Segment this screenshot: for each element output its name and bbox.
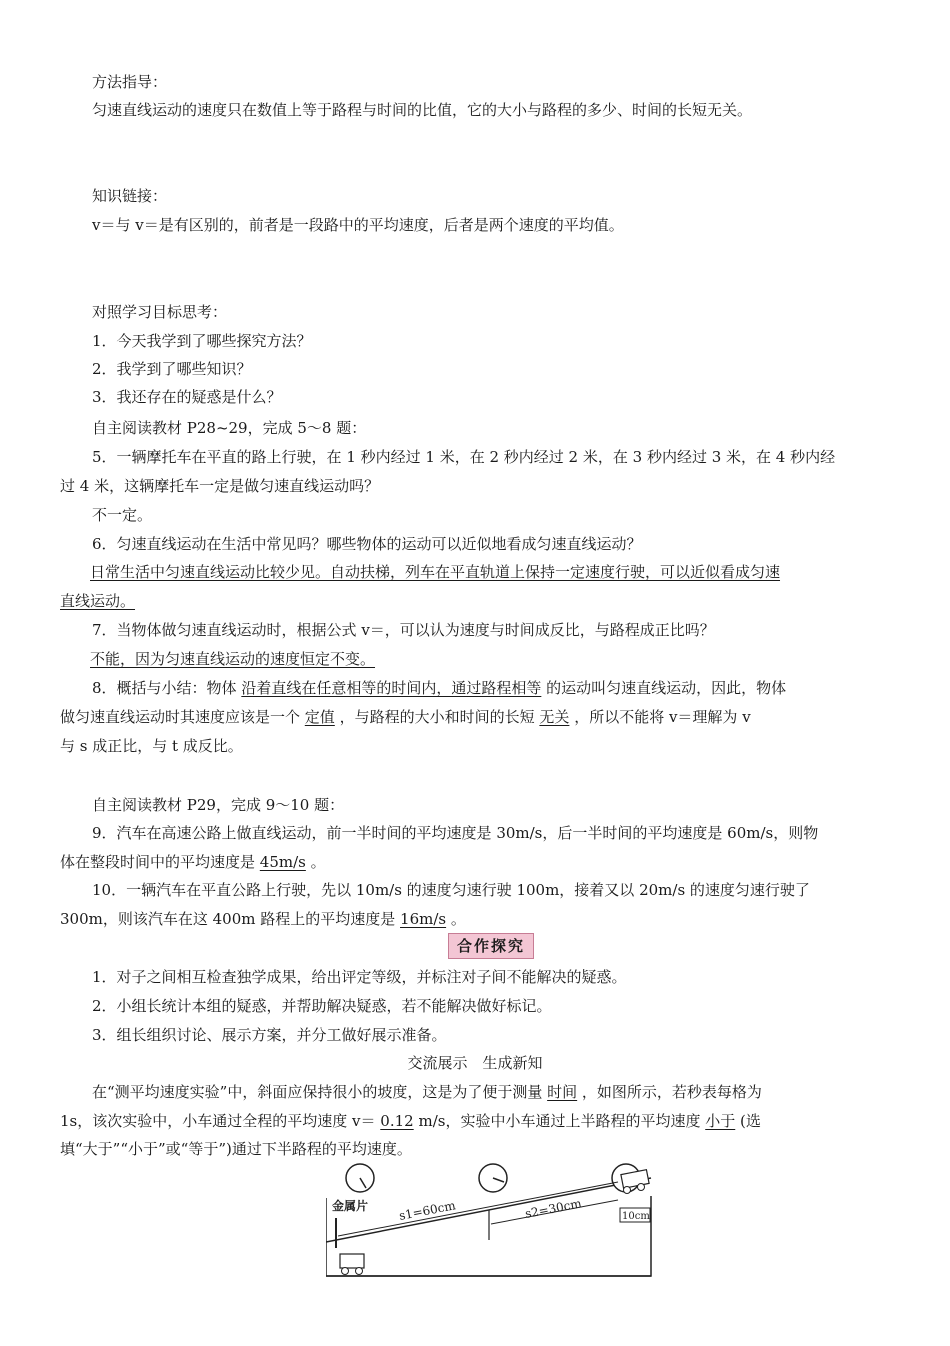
q8-text-3: 做匀速直线运动时其速度应该是一个 — [60, 708, 301, 726]
q9-line1: 9．汽车在高速公路上做直线运动，前一半时间的平均速度是 30m/s，后一半时间的平均速度是 60m/s，则物 — [92, 824, 819, 842]
q8-line3: 与 s 成正比，与 t 成反比。 — [60, 737, 243, 755]
exp-text-4: m/s，实验中小车通过上半路程的平均速度 — [418, 1112, 701, 1130]
q7-answer: 不能，因为匀速直线运动的速度恒定不变。 — [90, 650, 376, 668]
q9-text-2: 。 — [310, 853, 326, 871]
reflect-q2: 2．我学到了哪些知识？ — [92, 360, 252, 378]
metal-label: 金属片 — [332, 1199, 369, 1213]
q8-line1 — [92, 678, 786, 698]
exchange-title: 交流展示 生成新知 — [407, 1054, 543, 1072]
q5-line1: 5．一辆摩托车在平直的路上行驶，在 1 秒内经过 1 米，在 2 秒内经过 2 米，在 3 秒内经过 3 米，在 4 秒内经 — [92, 448, 836, 466]
cart-bottom-icon — [340, 1254, 364, 1275]
q5-answer: 不一定。 — [92, 506, 153, 524]
q8-blank-3: 无关 — [539, 708, 570, 726]
q6-answer-2: 直线运动。 — [60, 592, 136, 610]
q10-line1: 10．一辆汽车在平直公路上行驶，先以 10m/s 的速度匀速行驶 100m，接着又以 20m/s 的速度匀速行驶了 — [92, 881, 810, 899]
reflect-q1: 1．今天我学到了哪些探究方法？ — [92, 332, 312, 350]
exp-blank-2: 0.12 — [380, 1112, 414, 1130]
q9-line2 — [60, 852, 326, 872]
coop-item-2: 2．小组长统计本组的疑惑，并帮助解决疑惑，若不能解决做好标记。 — [92, 997, 552, 1015]
coop-item-3: 3．组长组织讨论、展示方案，并分工做好展示准备。 — [92, 1026, 447, 1044]
q10-text-2: 。 — [450, 910, 466, 928]
q6-line1: 6．匀速直线运动在生活中常见吗？哪些物体的运动可以近似地看成匀速直线运动？ — [92, 535, 642, 553]
exp-line1 — [92, 1082, 762, 1102]
read-instruction-2: 自主阅读教材 P29，完成 9～10 题： — [92, 796, 345, 814]
stopwatch-icon — [479, 1164, 507, 1192]
knowledge-title: 知识链接： — [92, 187, 168, 205]
method-title: 方法指导： — [92, 73, 168, 91]
reflect-q3: 3．我还存在的疑惑是什么？ — [92, 388, 282, 406]
stopwatch-icon — [346, 1164, 374, 1192]
q8-blank-1: 沿着直线在任意相等的时间内，通过路程相等 — [241, 679, 542, 697]
exp-blank-3: 小于 — [705, 1112, 736, 1130]
exp-text-3: 1s，该次实验中，小车通过全程的平均速度 v＝ — [60, 1112, 376, 1130]
q10-blank: 16m/s — [400, 910, 447, 928]
s1-label: s1=60cm — [397, 1198, 457, 1223]
exp-line2 — [60, 1111, 761, 1131]
exp-text-2: ，如图所示，若秒表每格为 — [581, 1083, 762, 1101]
q5-line2: 过 4 米，这辆摩托车一定是做匀速直线运动吗？ — [60, 477, 380, 495]
q10-text-1: 300m，则该汽车在这 400m 路程上的平均速度是 — [60, 910, 396, 928]
exp-text-1: 在“测平均速度实验”中，斜面应保持很小的坡度，这是为了便于测量 — [92, 1083, 543, 1101]
q8-text-5: ，所以不能将 v＝理解为 v — [574, 708, 751, 726]
read-instruction-1: 自主阅读教材 P28~29，完成 5～8 题： — [92, 419, 367, 437]
cart-top-icon — [621, 1170, 649, 1194]
q8-text-1: 8．概括与小结：物体 — [92, 679, 237, 697]
knowledge-text: v＝与 v＝是有区别的，前者是一段路中的平均速度，后者是两个速度的平均值。 — [92, 216, 624, 234]
q9-blank: 45m/s — [259, 853, 306, 871]
exp-line3: 填“大于”“小于”或“等于”)通过下半路程的平均速度。 — [60, 1140, 412, 1158]
q8-blank-2: 定值 — [304, 708, 335, 726]
q8-text-2: 的运动叫匀速直线运动，因此，物体 — [546, 679, 787, 697]
exp-blank-1: 时间 — [547, 1083, 578, 1101]
coop-badge: 合作探究 — [448, 933, 534, 959]
method-text: 匀速直线运动的速度只在数值上等于路程与时间的比值，它的大小与路程的多少、时间的长短无关。 — [92, 101, 753, 119]
q8-line2 — [60, 707, 751, 727]
q10-line2 — [60, 909, 466, 929]
q7-line1: 7．当物体做匀速直线运动时，根据公式 v＝，可以认为速度与时间成反比，与路程成正比吗？ — [92, 621, 715, 639]
q6-answer-1: 日常生活中匀速直线运动比较少见。自动扶梯，列车在平直轨道上保持一定速度行驶，可以近似看成匀速 — [90, 563, 781, 581]
s2-label: s2=30cm — [523, 1196, 583, 1221]
q8-text-4: ，与路程的大小和时间的长短 — [339, 708, 535, 726]
q9-text-1: 体在整段时间中的平均速度是 — [60, 853, 256, 871]
length-label: 10cm — [622, 1211, 650, 1222]
reflect-title: 对照学习目标思考： — [92, 303, 228, 321]
coop-item-1: 1．对子之间相互检查独学成果，给出评定等级，并标注对子间不能解决的疑惑。 — [92, 968, 627, 986]
incline-experiment-figure — [326, 1158, 656, 1282]
exp-text-5: (选 — [740, 1112, 761, 1130]
